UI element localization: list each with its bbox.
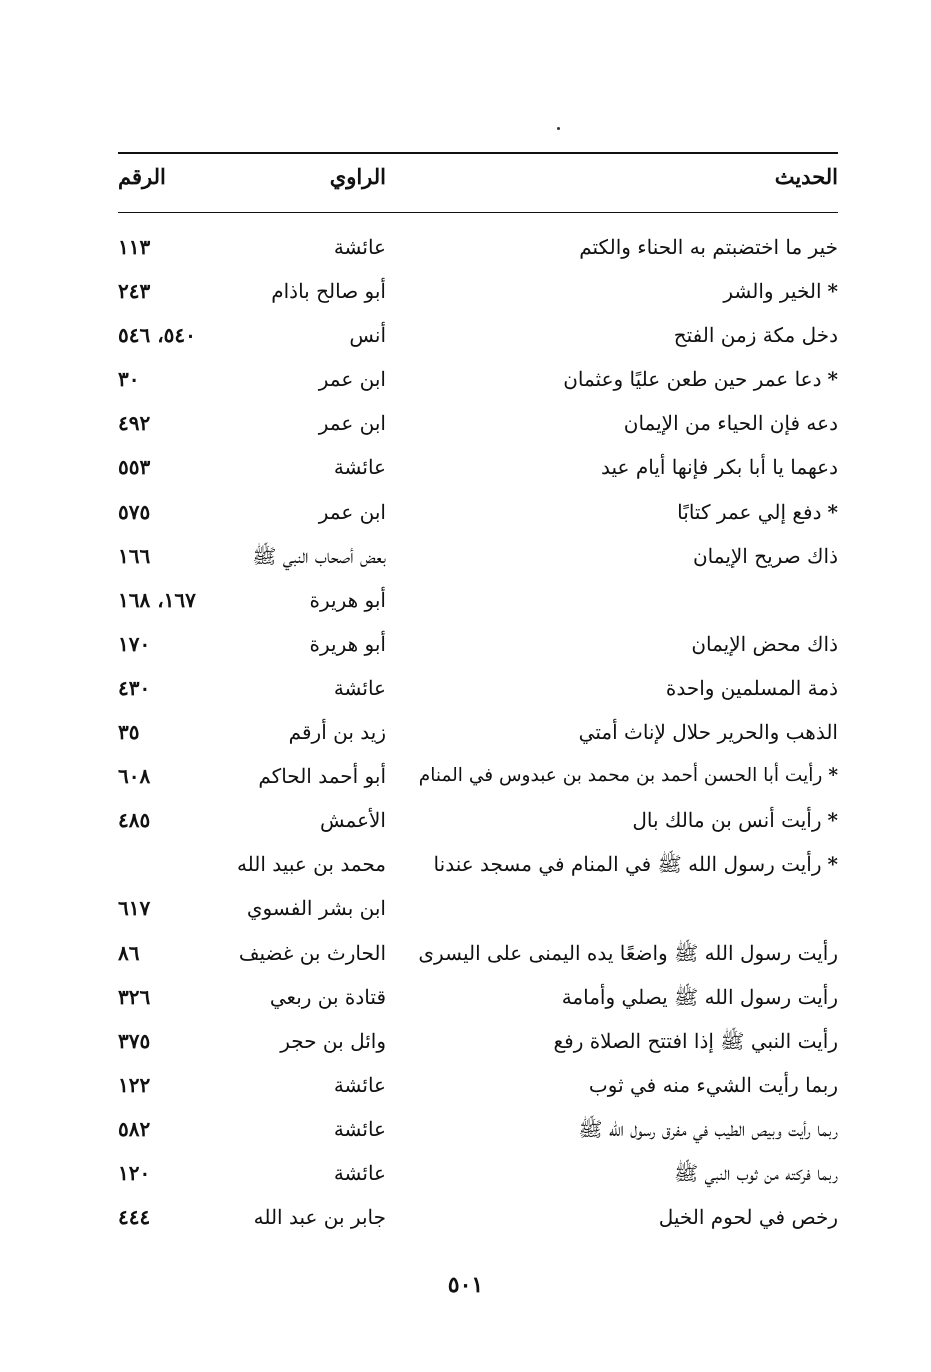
hadith-number: ٤٨٥ [118,808,151,833]
hadith-text [553,1027,838,1055]
hadith-number: ٦١٧ [118,896,151,921]
hadith-text [434,850,838,878]
rawi-text: ابن عمر [318,499,386,524]
star-marker: * [827,852,838,877]
hadith-text [579,718,838,746]
table-row [118,357,838,401]
hadith-number: ١٢٢ [118,1072,151,1097]
hadith-text [674,321,838,349]
hadith-label: الذهب والحرير حلال لإناث أمتي [578,720,838,745]
hadith-number: ٦٠٨ [118,764,151,789]
hadith-number: ٤٩٢ [118,411,151,436]
star-marker: * [827,367,838,392]
hadith-text [677,498,838,526]
hadith-text [419,762,838,790]
page-number: ٥٠١ [447,1272,484,1298]
hadith-number: ٥٥٣ [118,455,151,480]
rawi-text: ابن عمر [318,367,386,392]
rawi-text: الأعمش [320,808,386,833]
hadith-label: الخير والشر [723,279,822,304]
top-rule [118,152,838,154]
table-row [118,313,838,357]
rawi-text: زيد بن أرقم [288,720,386,745]
header-rawi: الراوي [329,164,386,189]
hadith-label: رأيت أنس بن مالك بال [632,808,822,833]
table-row [118,225,838,269]
table-header [118,164,838,200]
hadith-label: ربما رأيت الشيء منه في ثوب [588,1072,838,1097]
table-row [118,1019,838,1063]
hadith-number: ١٦٦ [118,543,151,568]
hadith-text [691,630,838,658]
table-row [118,534,838,578]
rawi-text: أبو أحمد الحاكم [258,764,386,789]
table-row [118,666,838,710]
table-row [118,445,838,489]
index-table [118,225,838,1239]
hadith-number: ٣٧٥ [118,1028,151,1053]
table-row [118,886,838,930]
hadith-text [624,409,838,437]
hadith-number: ٥٤٠، ٥٤٦ [118,323,196,348]
hadith-number: ١٧٠ [118,631,151,656]
table-row [118,622,838,666]
hadith-number: ٤٤٤ [118,1205,151,1230]
table-row [118,931,838,975]
hadith-label: دخل مكة زمن الفتح [673,323,838,348]
hadith-number: ٥٨٢ [118,1116,151,1141]
table-row [118,578,838,622]
hadith-label: خير ما اختضبتم به الحناء والكتم [579,235,838,259]
star-marker: * [827,499,838,524]
hadith-number: ٣٠ [118,367,140,392]
table-row [118,754,838,798]
hadith-label: رأيت رسول الله ﷺ يصلي وأمامة [561,984,838,1009]
hadith-text [563,365,838,393]
hadith-label: ربما فركته من ثوب النبي ﷺ [674,1160,838,1185]
hadith-text [666,674,838,702]
hadith-text [674,1159,838,1187]
table-row [118,1107,838,1151]
table-row [118,1151,838,1195]
table-row [118,798,838,842]
stray-dot [557,127,560,130]
rawi-text: الحارث بن غضيف [238,940,386,965]
hadith-label: دعا عمر حين طعن عليًا وعثمان [563,367,822,392]
rawi-text: عائشة [333,1160,386,1185]
rawi-text: قتادة بن ربعي [269,984,386,1009]
hadith-text [632,806,838,834]
hadith-text [578,1115,838,1143]
table-row [118,401,838,445]
header-number: الرقم [118,164,166,189]
hadith-label: دعه فإن الحياء من الإيمان [623,411,838,436]
rawi-text: ابن عمر [318,411,386,436]
rawi-text: عائشة [333,455,386,480]
rawi-text: عائشة [333,675,386,700]
hadith-number: ١١٣ [118,235,151,259]
hadith-label: رأيت النبي ﷺ إذا افتتح الصلاة رفع [553,1028,838,1053]
hadith-text [723,277,838,305]
hadith-number: ١٦٧، ١٦٨ [118,587,196,612]
rawi-text: أبو هريرة [309,587,386,612]
table-row [118,1063,838,1107]
hadith-label: ذاك صريح الإيمان [692,543,838,568]
rawi-text: محمد بن عبيد الله [236,852,386,877]
hadith-label: ذمة المسلمين واحدة [665,675,838,700]
star-marker: * [827,808,838,833]
hadith-text [562,983,838,1011]
rawi-text: أبو صالح باذام [271,279,386,304]
hadith-label: دعهما يا أبا بكر فإنها أيام عيد [601,455,838,480]
hadith-text [418,939,838,967]
hadith-text [601,453,838,481]
rawi-text: عائشة [333,235,386,259]
hadith-label: رخص في لحوم الخيل [658,1205,838,1230]
rawi-text: وائل بن حجر [280,1028,386,1053]
rawi-text: أبو هريرة [309,631,386,656]
header-rule [118,212,838,213]
hadith-number: ٥٧٥ [118,499,151,524]
rawi-text: عائشة [333,1116,386,1141]
hadith-text [693,542,838,570]
hadith-label: ذاك محض الإيمان [691,631,838,656]
hadith-number: ٣٥ [118,720,140,745]
hadith-label: ربما رأيت وبيص الطيب في مفرق رسول الله ﷺ [578,1116,838,1141]
header-hadith: الحديث [774,164,838,189]
table-row [118,975,838,1019]
table-row [118,842,838,886]
hadith-text [589,1071,838,1099]
rawi-text: جابر بن عبد الله [253,1205,386,1230]
hadith-number: ٣٢٦ [118,984,151,1009]
table-row [118,269,838,313]
hadith-number: ٨٦ [118,940,140,965]
rawi-text: بعض أصحاب النبي ﷺ [252,543,386,568]
hadith-number: ٢٤٣ [118,279,151,304]
table-row [118,490,838,534]
hadith-number: ٤٣٠ [118,675,151,700]
rawi-text: ابن بشر الفسوي [246,896,386,921]
table-row [118,710,838,754]
hadith-text [659,1203,838,1231]
rawi-text: عائشة [333,1072,386,1097]
hadith-label: رأيت رسول الله ﷺ واضعًا يده اليمنى على اليسرى [418,940,838,965]
hadith-text [579,233,838,261]
hadith-label: رأيت أبا الحسن أحمد بن محمد بن عبدوس في المنام [418,765,823,787]
table-row [118,1195,838,1239]
star-marker: * [828,765,838,787]
rawi-text: أنس [349,323,386,348]
star-marker: * [827,279,838,304]
hadith-number: ١٢٠ [118,1160,151,1185]
hadith-label: دفع إلي عمر كتابًا [677,499,822,524]
hadith-label: رأيت رسول الله ﷺ في المنام في مسجد عندنا [433,852,822,877]
